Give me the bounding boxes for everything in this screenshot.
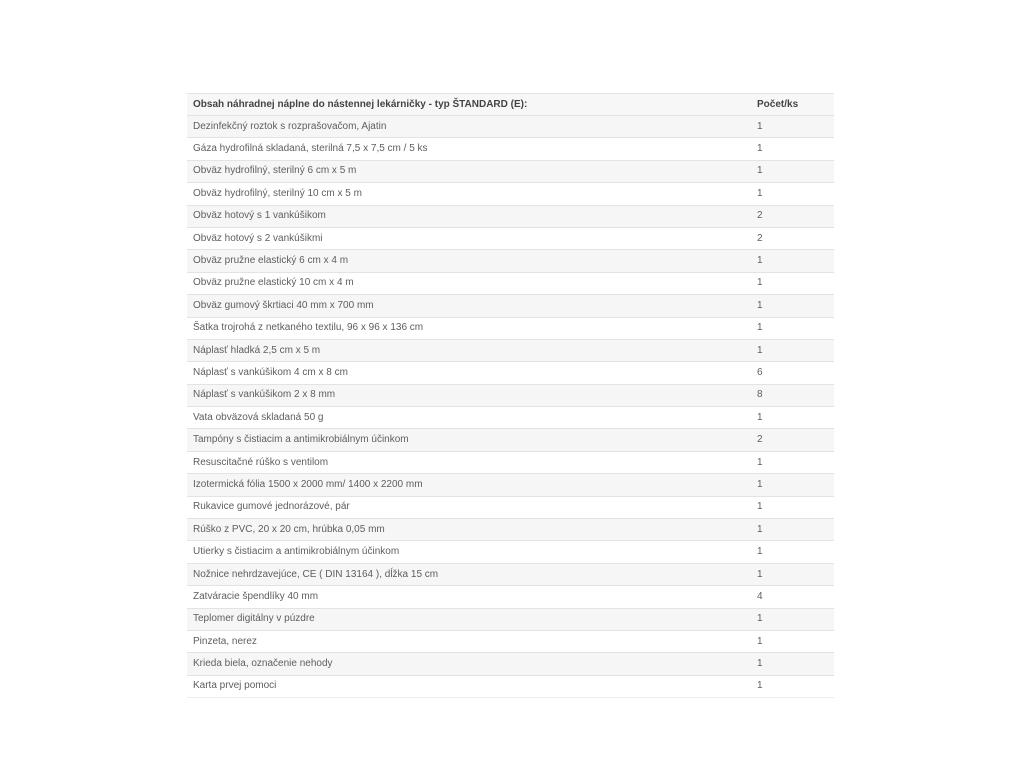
table-row bbox=[187, 407, 834, 429]
item-name-cell: Vata obväzová skladaná 50 g bbox=[187, 407, 752, 429]
item-name-cell: Izotermická fólia 1500 x 2000 mm/ 1400 x 2200 mm bbox=[187, 474, 752, 496]
table-row bbox=[187, 496, 834, 518]
item-count-cell: 1 bbox=[752, 183, 834, 205]
item-count-cell: 8 bbox=[752, 384, 834, 406]
table-row bbox=[187, 541, 834, 563]
item-name-cell: Obväz gumový škrtiaci 40 mm x 700 mm bbox=[187, 295, 752, 317]
item-count-cell: 2 bbox=[752, 429, 834, 451]
item-name-cell: Dezinfekčný roztok s rozprašovačom, Ajatin bbox=[187, 116, 752, 138]
table-row bbox=[187, 295, 834, 317]
table-row bbox=[187, 429, 834, 451]
table-row bbox=[187, 675, 834, 697]
item-count-cell: 1 bbox=[752, 295, 834, 317]
item-name-cell: Rukavice gumové jednorázové, pár bbox=[187, 496, 752, 518]
item-name-cell: Karta prvej pomoci bbox=[187, 675, 752, 697]
item-name-cell: Pinzeta, nerez bbox=[187, 630, 752, 652]
table-row bbox=[187, 227, 834, 249]
item-name-cell: Zatváracie špendlíky 40 mm bbox=[187, 586, 752, 608]
table-row bbox=[187, 608, 834, 630]
item-name-cell: Šatka trojrohá z netkaného textilu, 96 x 96 x 136 cm bbox=[187, 317, 752, 339]
item-count-cell: 2 bbox=[752, 205, 834, 227]
item-count-cell: 1 bbox=[752, 407, 834, 429]
item-name-cell: Náplasť s vankúšikom 4 cm x 8 cm bbox=[187, 362, 752, 384]
item-name-cell: Nožnice nehrdzavejúce, CE ( DIN 13164 ), dĺžka 15 cm bbox=[187, 563, 752, 585]
table-row bbox=[187, 250, 834, 272]
item-name-cell: Obväz pružne elastický 6 cm x 4 m bbox=[187, 250, 752, 272]
table-body bbox=[187, 116, 834, 698]
item-name-cell: Obväz hydrofilný, sterilný 10 cm x 5 m bbox=[187, 183, 752, 205]
table-row bbox=[187, 451, 834, 473]
item-name-cell: Resuscitačné rúško s ventilom bbox=[187, 451, 752, 473]
table-row bbox=[187, 362, 834, 384]
table-row bbox=[187, 272, 834, 294]
table-row bbox=[187, 586, 834, 608]
table-row bbox=[187, 183, 834, 205]
item-count-cell: 1 bbox=[752, 138, 834, 160]
table-row bbox=[187, 519, 834, 541]
table-row bbox=[187, 205, 834, 227]
item-count-cell: 1 bbox=[752, 630, 834, 652]
item-name-cell: Obväz pružne elastický 10 cm x 4 m bbox=[187, 272, 752, 294]
item-name-cell: Náplasť hladká 2,5 cm x 5 m bbox=[187, 339, 752, 361]
item-count-cell: 1 bbox=[752, 474, 834, 496]
item-name-cell: Utierky s čistiacim a antimikrobiálnym účinkom bbox=[187, 541, 752, 563]
table-row bbox=[187, 474, 834, 496]
item-name-cell: Krieda biela, označenie nehody bbox=[187, 653, 752, 675]
column-header-item: Obsah náhradnej náplne do nástennej lekárničky - typ ŠTANDARD (E): bbox=[187, 94, 752, 116]
item-count-cell: 1 bbox=[752, 563, 834, 585]
table-row bbox=[187, 630, 834, 652]
item-count-cell: 1 bbox=[752, 541, 834, 563]
table-row bbox=[187, 339, 834, 361]
item-count-cell: 1 bbox=[752, 451, 834, 473]
item-count-cell: 1 bbox=[752, 317, 834, 339]
item-count-cell: 1 bbox=[752, 250, 834, 272]
item-name-cell: Obväz hotový s 2 vankúšikmi bbox=[187, 227, 752, 249]
item-count-cell: 1 bbox=[752, 675, 834, 697]
item-name-cell: Gáza hydrofilná skladaná, sterilná 7,5 x 7,5 cm / 5 ks bbox=[187, 138, 752, 160]
item-count-cell: 1 bbox=[752, 519, 834, 541]
item-count-cell: 1 bbox=[752, 339, 834, 361]
table-row bbox=[187, 160, 834, 182]
table-row bbox=[187, 384, 834, 406]
item-name-cell: Obväz hydrofilný, sterilný 6 cm x 5 m bbox=[187, 160, 752, 182]
item-count-cell: 4 bbox=[752, 586, 834, 608]
first-aid-refill-table-container bbox=[187, 93, 834, 698]
item-name-cell: Náplasť s vankúšikom 2 x 8 mm bbox=[187, 384, 752, 406]
table-row bbox=[187, 317, 834, 339]
item-name-cell: Rúško z PVC, 20 x 20 cm, hrúbka 0,05 mm bbox=[187, 519, 752, 541]
item-count-cell: 1 bbox=[752, 496, 834, 518]
item-count-cell: 1 bbox=[752, 160, 834, 182]
item-count-cell: 1 bbox=[752, 608, 834, 630]
item-name-cell: Teplomer digitálny v púzdre bbox=[187, 608, 752, 630]
first-aid-refill-table bbox=[187, 93, 834, 698]
column-header-count: Počet/ks bbox=[752, 94, 834, 116]
table-row bbox=[187, 116, 834, 138]
table-row bbox=[187, 138, 834, 160]
table-row bbox=[187, 563, 834, 585]
table-row bbox=[187, 653, 834, 675]
item-count-cell: 6 bbox=[752, 362, 834, 384]
item-count-cell: 2 bbox=[752, 227, 834, 249]
table-header-row bbox=[187, 94, 834, 116]
item-count-cell: 1 bbox=[752, 116, 834, 138]
item-count-cell: 1 bbox=[752, 272, 834, 294]
item-name-cell: Tampóny s čistiacim a antimikrobiálnym účinkom bbox=[187, 429, 752, 451]
item-name-cell: Obväz hotový s 1 vankúšikom bbox=[187, 205, 752, 227]
item-count-cell: 1 bbox=[752, 653, 834, 675]
